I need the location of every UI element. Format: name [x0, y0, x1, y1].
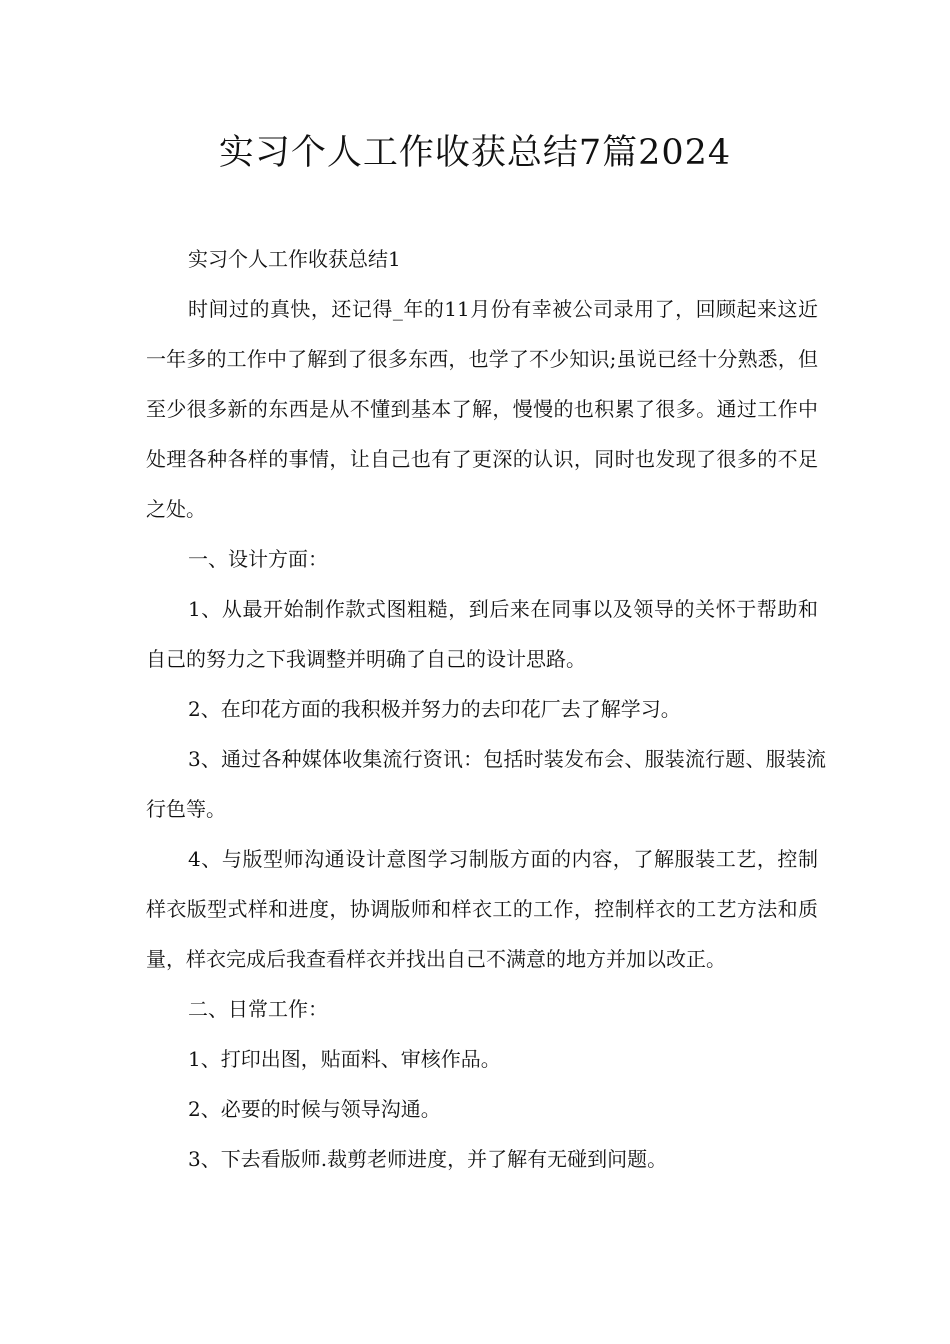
list-item: 1、从最开始制作款式图粗糙，到后来在同事以及领导的关怀于帮助和自己的努力之下我调整并明确了自己的设计思路。 [146, 597, 818, 671]
list-item: 3、下去看版师.裁剪老师进度，并了解有无碰到问题。 [188, 1147, 668, 1171]
subheading: 一、设计方面： [188, 547, 328, 571]
list-item: 2、在印花方面的我积极并努力的去印花厂去了解学习。 [188, 697, 681, 721]
subheading: 二、日常工作： [188, 997, 328, 1021]
section-heading: 实习个人工作收获总结1 [188, 247, 401, 271]
paragraph: 时间过的真快，还记得_年的11月份有幸被公司录用了，回顾起来这近一年多的工作中了解到了很多东西，也学了不少知识;虽说已经十分熟悉，但至少很多新的东西是从不懂到基本了解，慢慢的也积累了很多。通过工作中处理各种各样的事情，让自己也有了更深的认识，同时也发现了很多的不足之处。 [146, 297, 818, 521]
list-item: 3、通过各种媒体收集流行资讯：包括时装发布会、服装流行题、服装流行色等。 [146, 747, 826, 821]
list-item: 1、打印出图，贴面料、审核作品。 [188, 1047, 501, 1071]
list-item: 2、必要的时候与领导沟通。 [188, 1097, 441, 1121]
list-item: 4、与版型师沟通设计意图学习制版方面的内容，了解服装工艺，控制样衣版型式样和进度，协调版师和样衣工的工作，控制样衣的工艺方法和质量，样衣完成后我查看样衣并找出自己不满意的地方并加以改正。 [146, 847, 818, 971]
document-title: 实习个人工作收获总结7篇2024 [218, 133, 732, 173]
document-body [146, 234, 826, 1184]
